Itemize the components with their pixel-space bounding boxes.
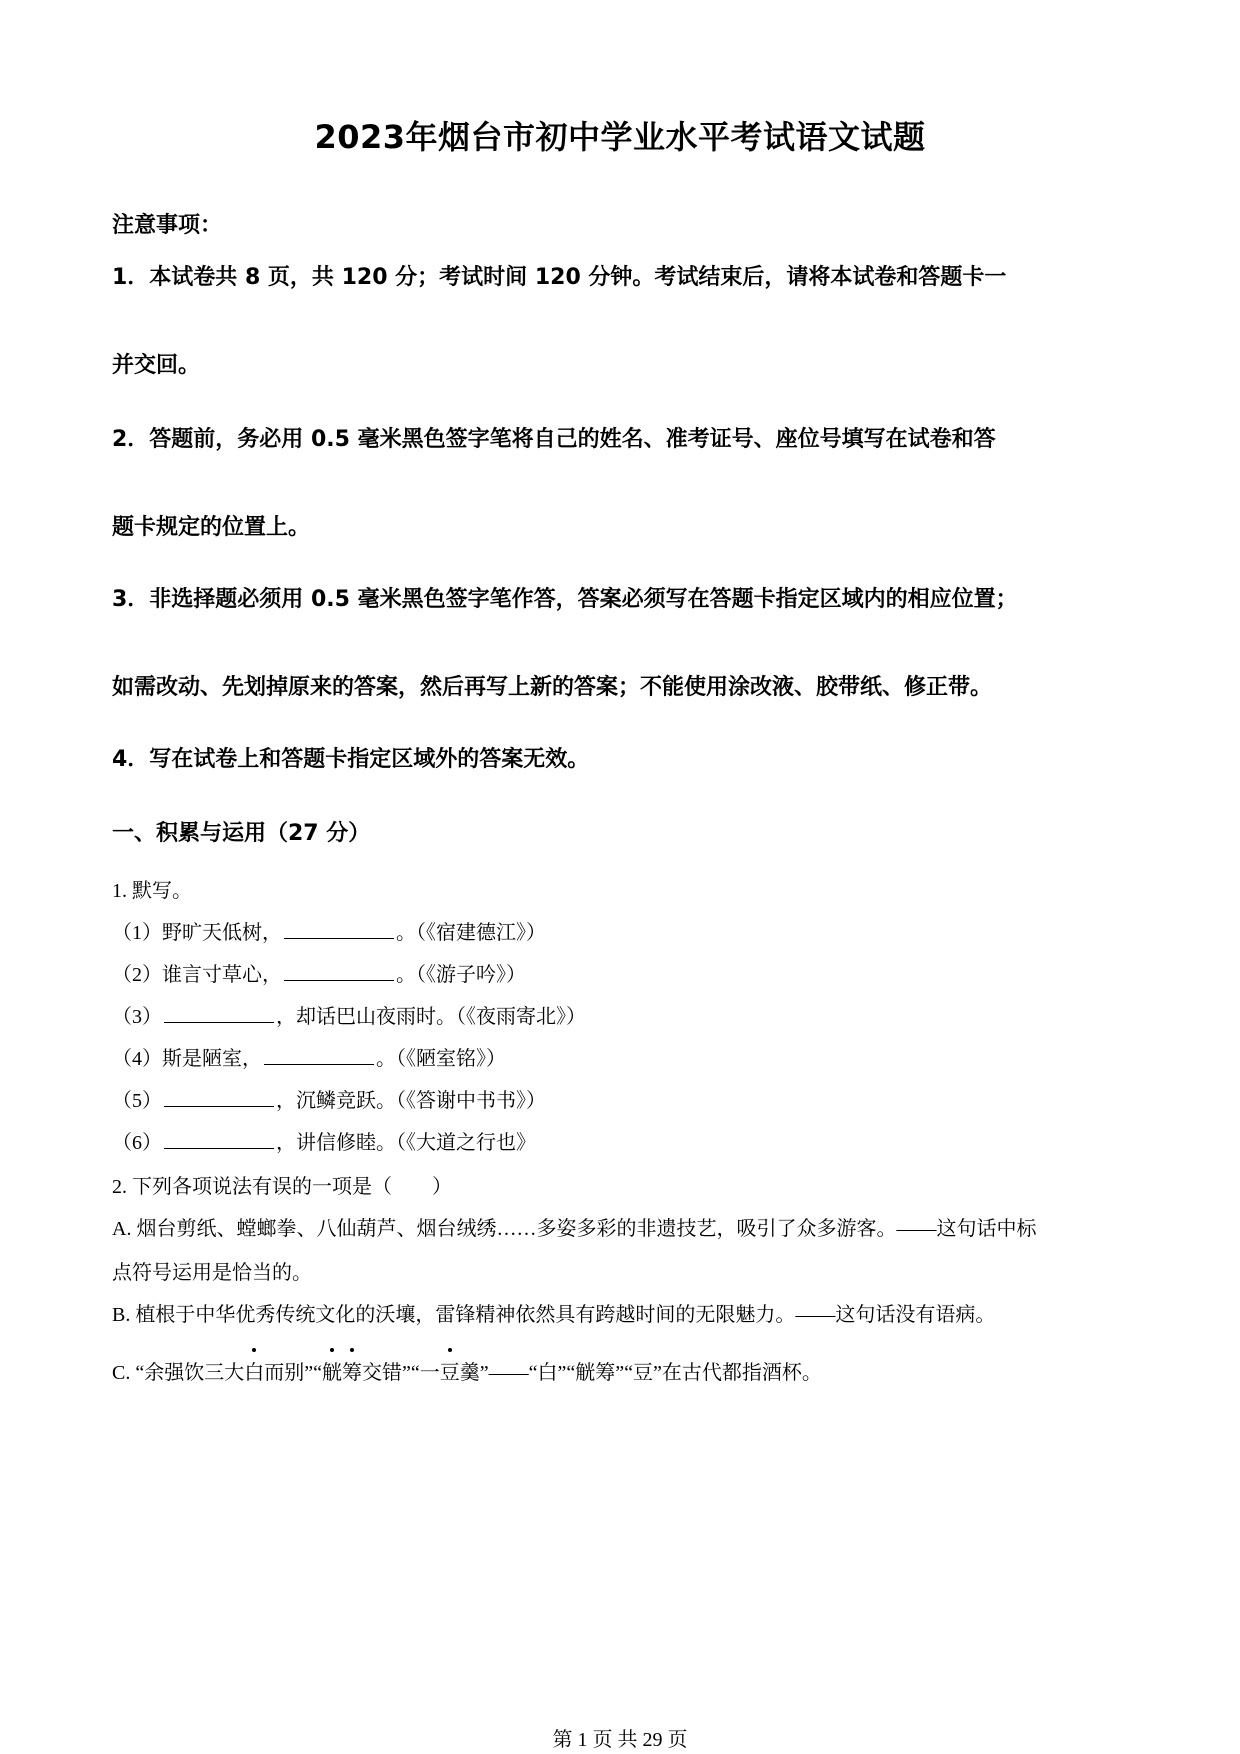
answer-blank[interactable]	[284, 920, 394, 939]
option-c-text: 而别”“	[264, 1362, 322, 1384]
exam-title: 2023年烟台市初中学业水平考试语文试题	[314, 118, 926, 156]
emphasis-char: 觥	[322, 1356, 342, 1385]
item-number: （2）	[112, 964, 162, 986]
item-before: 谁言寸草心，	[162, 964, 282, 986]
q1-item-6	[112, 1126, 536, 1155]
emphasis-char: 豆	[440, 1356, 460, 1385]
option-c-text: C. “余强饮三大	[112, 1362, 245, 1384]
question-1-stem: 1. 默写。	[112, 880, 192, 902]
option-c-text: 交错”“一	[361, 1362, 440, 1384]
q1-item-1	[112, 916, 546, 945]
emphasis-char: 筹	[342, 1356, 362, 1385]
notice-1-line2: 并交回。	[112, 353, 201, 378]
answer-blank[interactable]	[164, 1004, 274, 1023]
item-number: （3）	[112, 1006, 162, 1028]
item-after: 。（《宿建德江》）	[396, 922, 546, 944]
item-after: ，讲信修睦。（《大道之行也》	[276, 1132, 536, 1154]
notice-3-line1: 3．非选择题必须用 0.5 毫米黑色签字笔作答，答案必须写在答题卡指定区域内的相应位置；	[112, 587, 1018, 612]
item-number: （4）	[112, 1048, 162, 1070]
q1-item-2	[112, 958, 526, 987]
q2-option-b: B. 植根于中华优秀传统文化的沃壤，雷锋精神依然具有跨越时间的无限魅力。——这句话没有语病。	[112, 1304, 996, 1326]
option-c-text: 羹”——“白”“觥筹”“豆”在古代都指酒杯。	[459, 1362, 822, 1384]
item-number: （5）	[112, 1090, 162, 1112]
notice-4: 4．写在试卷上和答题卡指定区域外的答案无效。	[112, 747, 590, 772]
item-before: 斯是陋室，	[162, 1048, 262, 1070]
answer-blank[interactable]	[264, 1046, 374, 1065]
item-number: （1）	[112, 922, 162, 944]
item-after: 。（《游子吟》）	[396, 964, 526, 986]
item-after: ，沉鳞竞跃。（《答谢中书书》）	[276, 1090, 546, 1112]
answer-blank[interactable]	[164, 1088, 274, 1107]
emphasis-char: 白	[244, 1356, 264, 1385]
q2-option-a-line1: A. 烟台剪纸、螳螂拳、八仙葫芦、烟台绒绣……多姿多彩的非遗技艺，吸引了众多游客。——这句话中标	[112, 1218, 1037, 1240]
notice-3-line2: 如需改动、先划掉原来的答案，然后再写上新的答案；不能使用涂改液、胶带纸、修正带。	[112, 675, 993, 700]
q2-option-a-line2: 点符号运用是恰当的。	[112, 1262, 312, 1284]
page-footer: 第 1 页 共 29 页	[552, 1729, 688, 1751]
answer-blank[interactable]	[164, 1130, 274, 1149]
answer-blank[interactable]	[284, 962, 394, 981]
q1-item-3	[112, 1000, 586, 1029]
notice-2-line1: 2．答题前，务必用 0.5 毫米黑色签字笔将自己的姓名、准考证号、座位号填写在试卷和答	[112, 427, 996, 452]
notice-heading: 注意事项：	[112, 213, 223, 238]
q1-item-5	[112, 1084, 546, 1113]
item-after: ，却话巴山夜雨时。（《夜雨寄北》）	[276, 1006, 586, 1028]
item-after: 。（《陋室铭》）	[376, 1048, 506, 1070]
notice-2-line2: 题卡规定的位置上。	[112, 515, 311, 540]
notice-1-line1: 1．本试卷共 8 页，共 120 分；考试时间 120 分钟。考试结束后，请将本试卷和答题卡一	[112, 265, 1007, 290]
item-before: 野旷天低树，	[162, 922, 282, 944]
q1-item-4	[112, 1042, 506, 1071]
item-number: （6）	[112, 1132, 162, 1154]
q2-option-c	[112, 1356, 822, 1385]
section-heading: 一、积累与运用（27 分）	[112, 821, 371, 846]
question-2-stem: 2. 下列各项说法有误的一项是（ ）	[112, 1176, 452, 1198]
